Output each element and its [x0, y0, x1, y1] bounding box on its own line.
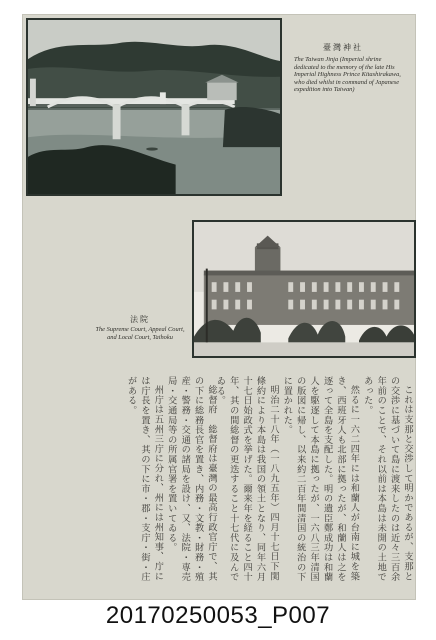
taiwan-shrine-photo [26, 18, 282, 196]
court-building-photo [192, 220, 416, 358]
body-text-right [214, 376, 414, 588]
court-title-cn: 法院 [130, 315, 150, 324]
archive-id: 20170250053_P007 [105, 602, 331, 629]
court-caption-en: The Supreme Court, Appeal Court, and Local Court, Taihoku [95, 326, 185, 341]
body-paragraph: 明治二十八年（一八九五年）四月十七日下関條約により本島は我国の領土となり、同年六月十七日始政式を挙げた。爾来年を経ること四十年、其の間総督の更迭すること十七代に及んでゐる。 [214, 376, 279, 582]
body-paragraph: 然るに一六二四年には和蘭人が台南に城を築き、西班牙人も北部に拠ったが、和蘭人は之を逐って全島を支配した。明の遺臣鄭成功は和蘭人を駆逐して本島に拠ったが、一六八三年清国の版図に帰し、以来約二百年間清国の統治の下に置かれた。 [281, 376, 360, 582]
body-paragraph: 総督府 総督府は臺灣の最高行政官庁で、其の下に総務長官を置き、内務・文教・財務・殖産・警務・交通の諸局を設け、又、法院・専売局・交通局等の所属官署を置いてゐる。 [165, 376, 217, 582]
body-paragraph: これは支那と交渉して明かであるが、支那との交渉に基づいて島に渡来したのは近々三百余年前のことで、それ以前は本島は未開の土地であった。 [361, 376, 413, 582]
album-page [22, 14, 416, 600]
body-text-left [42, 376, 218, 588]
shrine-title-cn: 臺灣神社 [323, 43, 363, 52]
shrine-caption-en: The Taiwan Jinja (Imperial shrine dedicated to the memory of the late His Imperial Highness Prince Kitashirakawa, who died whilst in command of Japanese expedition into Taiwan) [294, 56, 401, 94]
body-paragraph: 州庁は五州三庁に分れ、州には州知事、庁には庁長を置き、其の下に市・郡・支庁・街・庄がある。 [125, 376, 164, 582]
